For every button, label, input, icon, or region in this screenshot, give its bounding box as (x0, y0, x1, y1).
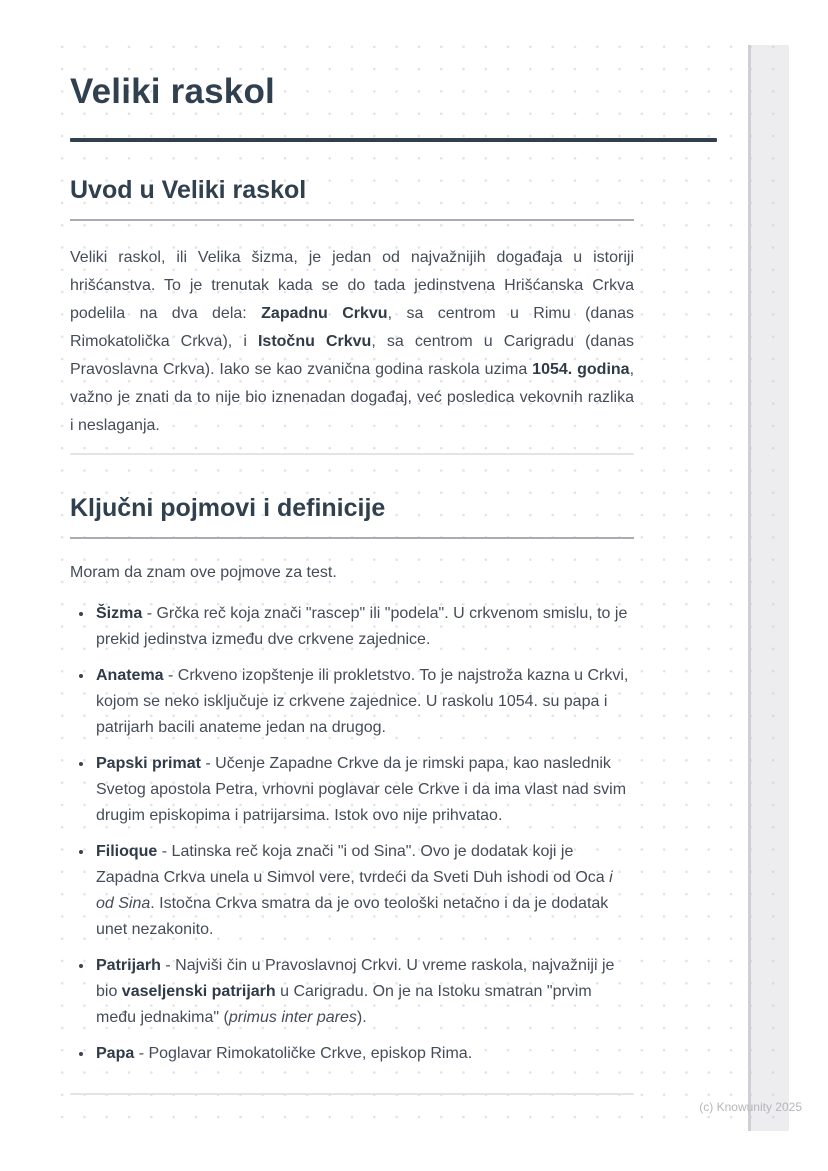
page-content (70, 71, 718, 1095)
term-item: • Papski primat - Učenje Zapadne Crkve da je rimski papa, kao naslednik Svetog apostola Petra, vrhovni poglavar cele Crkve i da ima vlast nad svim drugim episkopima i patrijarsima. Istok ovo nije prihvatao. (94, 751, 634, 829)
term-item: • Šizma - Grčka reč koja znači "rascep" ili "podela". U crkvenom smislu, to je prekid jedinstva između dve crkvene zajednice. (94, 601, 634, 653)
end-divider (70, 1093, 634, 1095)
section-divider (70, 453, 634, 455)
next-page-edge (748, 45, 789, 1131)
section-key-terms (70, 493, 634, 1095)
footer-copyright: (c) Knowunity 2025 (699, 1100, 802, 1114)
intro-paragraph: Veliki raskol, ili Velika šizma, je jedan od najvažnijih događaja u istoriji hrišćanstva. To je trenutak kada se do tada jedinstvena Hrišćanska Crkva podelila na dva dela: Zapadnu Crkvu, sa centrom u Rimu (danas Rimokatolička Crkva), i Istočnu Crkvu, sa centrom u Carigradu (danas Pravoslavna Crkva). Iako se kao zvanična godina raskola uzima 1054. godina, važno je znati da to nije bio iznenadan događaj, već posledica vekovnih razlika i neslaganja. (70, 249, 635, 434)
term-item: • Anatema - Crkveno izopštenje ili prokletstvo. To je najstroža kazna u Crkvi, kojom se neko isključuje iz crkvene zajednice. U raskolu 1054. su papa i patrijarh bacili anateme jedan na drugog. (94, 663, 634, 741)
term-item: • Filioque - Latinska reč koja znači "i od Sina". Ovo je dodatak koji je Zapadna Crkva unela u Simvol vere, tvrdeći da Sveti Duh ishodi od Oca i od Sina. Istočna Crkva smatra da je ovo teološki netačno i da je dodatak unet nezakonito. (94, 839, 634, 943)
section-intro (70, 175, 634, 455)
key-terms-list (70, 601, 634, 1067)
title-rule (70, 138, 717, 142)
section-heading-intro: Uvod u Veliki raskol (70, 175, 634, 221)
term-item: • Patrijarh - Najviši čin u Pravoslavnoj Crkvi. U vreme raskola, najvažniji je bio vaseljenski patrijarh u Carigradu. On je na Istoku smatran "prvim među jednakima" (primus inter pares). (94, 953, 634, 1031)
document-page (42, 45, 748, 1134)
term-item: • Papa - Poglavar Rimokatoličke Crkve, episkop Rima. (94, 1041, 634, 1067)
terms-intro-line: Moram da znam ove pojmove za test. (70, 564, 337, 581)
document-title: Veliki raskol (70, 72, 275, 111)
section-heading-terms: Ključni pojmovi i definicije (70, 493, 634, 539)
